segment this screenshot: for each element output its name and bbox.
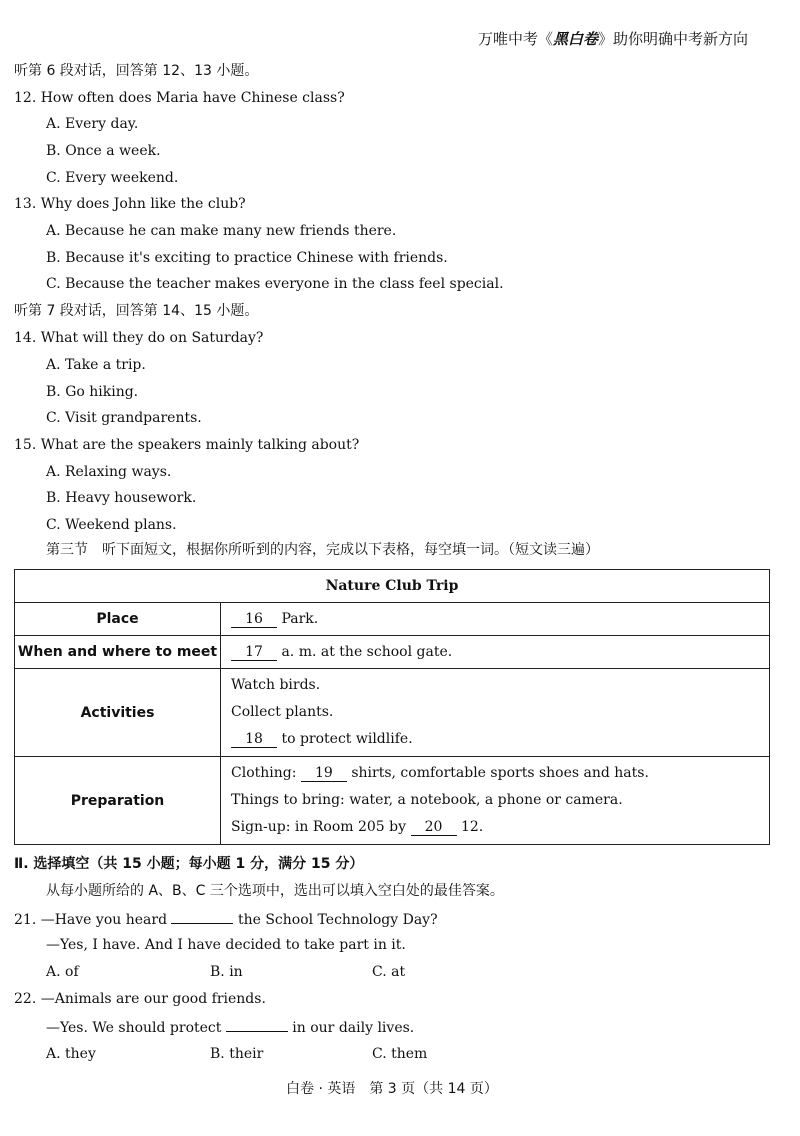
q15-option-c: C. Weekend plans. xyxy=(46,517,177,533)
section6-intro: 听第 6 段对话，回答第 12、13 小题。 xyxy=(14,63,259,79)
question-number: 21. xyxy=(14,912,37,928)
q13-option-b: B. Because it's exciting to practice Chinese with friends. xyxy=(46,250,448,266)
q12-option-b: B. Once a week. xyxy=(46,143,161,159)
q12-option-a: A. Every day. xyxy=(46,116,139,132)
q15-option-a: A. Relaxing ways. xyxy=(46,464,172,480)
q14-option-c: C. Visit grandparents. xyxy=(46,410,202,426)
question-number: 13. xyxy=(14,196,37,212)
activities-cell xyxy=(221,669,770,757)
q21-option-c: C. at xyxy=(372,964,406,980)
question-text: How often does Maria have Chinese class? xyxy=(40,90,345,106)
preparation-label: Preparation xyxy=(15,757,221,845)
part3-intro: 第三节 听下面短文，根据你所听到的内容，完成以下表格，每空填一词。（短文读三遍） xyxy=(46,542,599,558)
q22-line2 xyxy=(46,1019,414,1035)
prep-signup-text: Sign-up: in Room 205 by xyxy=(231,819,407,835)
header-suffix: 》助你明确中考新方向 xyxy=(598,30,749,48)
prep-signup xyxy=(231,814,769,841)
q14-option-b: B. Go hiking. xyxy=(46,384,139,400)
activity-3 xyxy=(231,726,769,753)
activities-label: Activities xyxy=(15,669,221,757)
prep-signup-date: 12. xyxy=(460,819,484,835)
question-15 xyxy=(14,438,359,452)
q13-option-a: A. Because he can make many new friends there. xyxy=(46,223,397,239)
q15-option-b: B. Heavy housework. xyxy=(46,490,197,506)
section7-intro: 听第 7 段对话，回答第 14、15 小题。 xyxy=(14,303,259,319)
blank-16: 16 xyxy=(231,611,277,628)
q21-line2: —Yes, I have. And I have decided to take part in it. xyxy=(46,937,406,953)
page-footer: 白卷 · 英语 第 3 页（共 14 页） xyxy=(286,1081,498,1097)
part2-instructions: 从每小题所给的 A、B、C 三个选项中，选出可以填入空白处的最佳答案。 xyxy=(46,883,504,899)
prep-clothing-text: shirts, comfortable sports shoes and hats. xyxy=(351,765,649,781)
blank-17: 17 xyxy=(231,644,277,661)
place-label: Place xyxy=(15,603,221,636)
prep-clothing xyxy=(231,760,769,787)
q21-option-a: A. of xyxy=(46,964,79,980)
preparation-cell xyxy=(221,757,770,845)
nature-club-table xyxy=(14,569,770,845)
question-number: 14. xyxy=(14,330,37,346)
header-prefix: 万唯中考《 xyxy=(478,30,554,48)
prep-things: Things to bring: water, a notebook, a phone or camera. xyxy=(231,792,623,808)
activity-2: Collect plants. xyxy=(231,704,334,720)
q22-option-b: B. their xyxy=(210,1046,264,1062)
question-text: What will they do on Saturday? xyxy=(40,330,264,346)
q12-option-c: C. Every weekend. xyxy=(46,170,179,186)
q21-blank xyxy=(171,911,233,924)
question-number: 15. xyxy=(14,437,37,453)
activity-1: Watch birds. xyxy=(231,677,321,693)
question-12 xyxy=(14,91,345,105)
q22-option-c: C. them xyxy=(372,1046,428,1062)
q13-option-c: C. Because the teacher makes everyone in the class feel special. xyxy=(46,276,504,292)
meet-text: a. m. at the school gate. xyxy=(281,643,453,660)
part2-title: Ⅱ. 选择填空（共 15 小题；每小题 1 分，满分 15 分） xyxy=(14,856,364,872)
blank-18: 18 xyxy=(231,731,277,748)
question-13 xyxy=(14,197,246,211)
question-text: What are the speakers mainly talking about? xyxy=(40,437,360,453)
meet-label: When and where to meet xyxy=(15,636,221,669)
prep-clothing-label: Clothing: xyxy=(231,765,301,781)
header-brand: 黑白卷 xyxy=(553,30,599,48)
place-cell xyxy=(221,603,770,636)
question-number: 12. xyxy=(14,90,37,106)
question-text: Why does John like the club? xyxy=(40,196,246,212)
q22-line2a: —Yes. We should protect xyxy=(46,1020,222,1036)
blank-19: 19 xyxy=(301,765,347,782)
question-14 xyxy=(14,331,263,345)
question-number: 22. xyxy=(14,991,37,1007)
blank-20: 20 xyxy=(411,819,457,836)
q22-line1: —Animals are our good friends. xyxy=(40,991,266,1007)
q21-line1a: —Have you heard xyxy=(40,912,168,928)
question-22 xyxy=(14,992,266,1006)
q22-option-a: A. they xyxy=(46,1046,96,1062)
activity-3-text: to protect wildlife. xyxy=(281,731,413,747)
place-text: Park. xyxy=(281,610,319,627)
page-header xyxy=(478,32,748,47)
table-title: Nature Club Trip xyxy=(15,570,770,603)
q21-line1b: the School Technology Day? xyxy=(237,912,438,928)
q21-option-b: B. in xyxy=(210,964,243,980)
meet-cell xyxy=(221,636,770,669)
q22-blank xyxy=(226,1019,288,1032)
q22-line2b: in our daily lives. xyxy=(292,1020,415,1036)
question-21 xyxy=(14,911,438,927)
q14-option-a: A. Take a trip. xyxy=(46,357,146,373)
